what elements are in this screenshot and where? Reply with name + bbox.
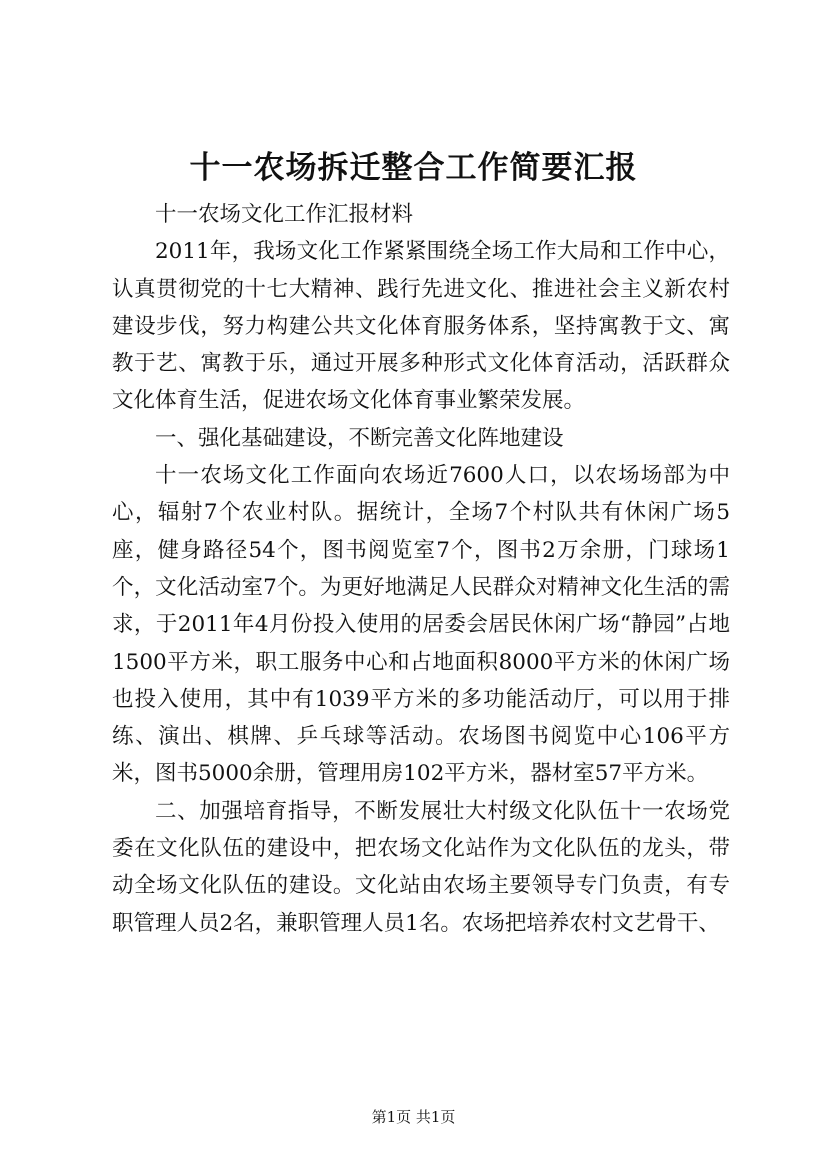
- paragraph-intro: 2011年，我场文化工作紧紧围绕全场工作大局和工作中心，认真贯彻党的十七大精神、践行先进文化、推进社会主义新农村建设步伐，努力构建公共文化体育服务体系，坚持寓教于文、寓教于艺、寓教于乐，通过开展多种形式文化体育活动，活跃群众文化体育生活，促进农场文化体育事业繁荣发展。: [112, 239, 730, 414]
- page-footer: [0, 1107, 827, 1127]
- document-title: 十一农场拆迁整合工作简要汇报: [189, 150, 638, 186]
- paragraph-subtitle: 十一农场文化工作汇报材料: [155, 202, 414, 227]
- document-body: [112, 196, 730, 942]
- paragraph-section-2: 二、加强培育指导，不断发展壮大村级文化队伍十一农场党委在文化队伍的建设中，把农场文化站作为文化队伍的龙头，带动全场文化队伍的建设。文化站由农场主要领导专门负责，有专职管理人员2名，兼职管理人员1名。农场把培养农村文艺骨干、: [112, 798, 730, 936]
- paragraph-section-1: 十一农场文化工作面向农场近7600人口，以农场场部为中心，辐射7个农业村队。据统计，全场7个村队共有休闲广场5座，健身路径54个，图书阅览室7个，图书2万余册，门球场1个，文化活动室7个。为更好地满足人民群众对精神文化生活的需求，于2011年4月份投入使用的居委会居民休闲广场“静园”占地1500平方米，职工服务中心和占地面积8000平方米的休闲广场也投入使用，其中有1039平方米的多功能活动厅，可以用于排练、演出、棋牌、乒乓球等活动。农场图书阅览中心106平方米，图书5000余册，管理用房102平方米，器材室57平方米。: [112, 463, 730, 787]
- section-heading-1: 一、强化基础建设，不断完善文化阵地建设: [155, 425, 564, 451]
- page-number-label: 第1页 共1页: [371, 1108, 456, 1126]
